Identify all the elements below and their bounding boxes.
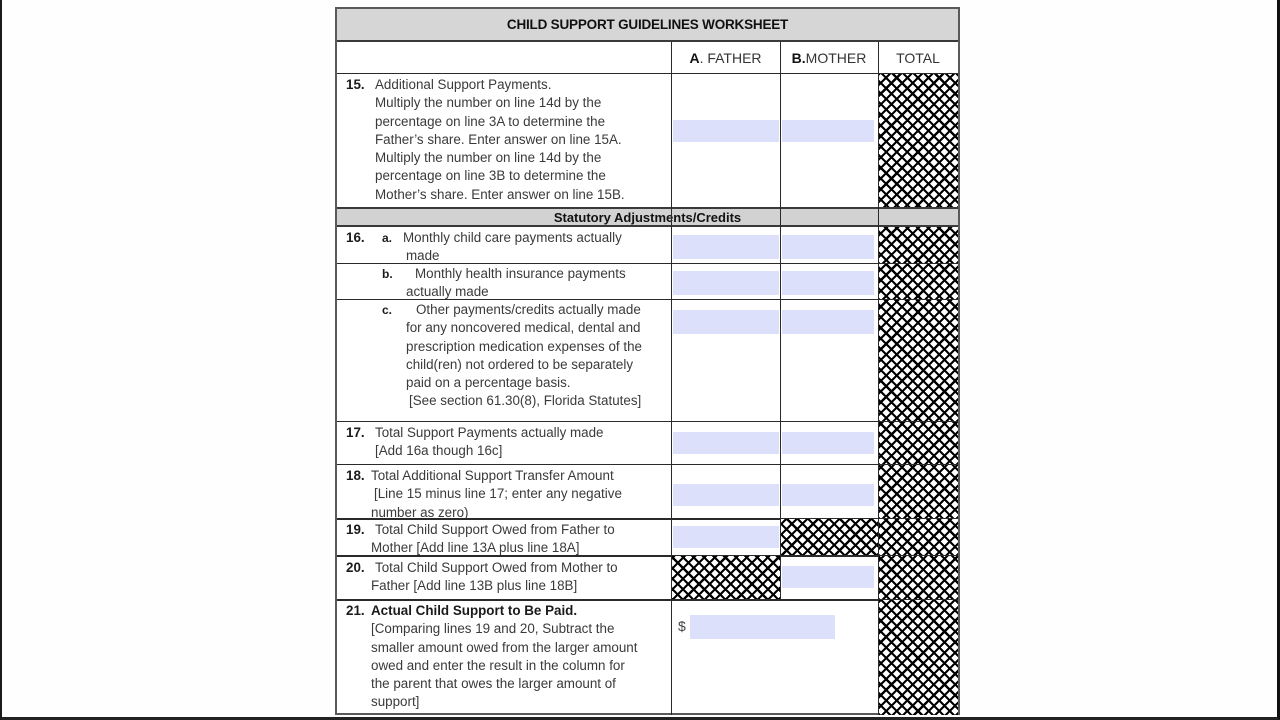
father-prefix: A	[689, 50, 700, 66]
mother-label: MOTHER	[805, 50, 867, 66]
sub-letter: c.	[382, 303, 393, 317]
line-19-label	[346, 519, 671, 558]
line-18-father-input[interactable]	[673, 484, 779, 506]
line-20-label	[346, 557, 671, 596]
line-16b-mother-input[interactable]	[782, 271, 874, 295]
total-hatched-cell	[878, 227, 958, 264]
mother-prefix: B.	[791, 50, 806, 66]
total-hatched-cell	[878, 74, 958, 209]
line-15a-father-input[interactable]	[673, 120, 779, 142]
line-number: 16.	[346, 230, 365, 245]
line-20-text: Father [Add line 13B plus line 18B]	[371, 578, 578, 594]
line-21-text: [Comparing lines 19 and 20, Subtract the	[371, 621, 615, 637]
line-16c-label	[346, 299, 671, 411]
line-17-text: Total Support Payments actually made	[375, 425, 604, 440]
line-16a-father-input[interactable]	[673, 235, 779, 259]
column-divider	[878, 42, 879, 715]
line-number: 19.	[346, 522, 365, 537]
total-hatched-cell	[878, 600, 958, 715]
line-17-text: [Add 16a though 16c]	[375, 443, 503, 459]
line-16c-text: Other payments/credits actually made	[416, 302, 641, 317]
line-15-text: percentage on line 3A to determine the	[375, 113, 606, 129]
currency-symbol: $	[678, 618, 686, 634]
line-number: 15.	[346, 77, 365, 92]
line-18-text: number as zero)	[371, 504, 469, 520]
column-header-father	[671, 42, 780, 74]
line-16c-text: child(ren) not ordered to be separately	[406, 356, 634, 372]
line-16a-text: Monthly child care payments actually	[403, 230, 622, 245]
line-15-title: Additional Support Payments.	[375, 77, 552, 92]
line-18-text: [Line 15 minus line 17; enter any negative	[374, 486, 622, 502]
sub-letter: b.	[382, 267, 393, 281]
line-21-text: support]	[371, 694, 420, 710]
line-21-label	[346, 600, 671, 712]
line-15-text: Multiply the number on line 14d by the	[375, 95, 602, 111]
line-16b-text: Monthly health insurance payments	[415, 266, 626, 281]
line-16c-text: prescription medication expenses of the	[406, 338, 642, 354]
line-17-mother-input[interactable]	[782, 432, 874, 454]
child-support-worksheet	[335, 7, 960, 715]
line-number: 17.	[346, 425, 365, 440]
line-16a-label	[346, 227, 671, 266]
total-hatched-cell	[878, 422, 958, 465]
line-number: 18.	[346, 468, 365, 483]
father-label: . FATHER	[699, 50, 762, 66]
mother-hatched-cell	[780, 519, 878, 556]
line-15-text: Multiply the number on line 14d by the	[375, 150, 602, 166]
line-19-text: Total Child Support Owed from Father to	[375, 522, 615, 537]
line-21-text: the parent that owes the larger amount of	[371, 676, 616, 692]
total-hatched-cell	[878, 465, 958, 519]
line-21-text: smaller amount owed from the larger amount	[371, 639, 638, 655]
line-20-text: Total Child Support Owed from Mother to	[375, 560, 618, 575]
line-16a-text: made	[406, 248, 440, 264]
line-16b-label	[346, 263, 671, 302]
total-hatched-cell	[878, 519, 958, 556]
total-hatched-cell	[878, 300, 958, 422]
line-16a-mother-input[interactable]	[782, 235, 874, 259]
worksheet-title: CHILD SUPPORT GUIDELINES WORKSHEET	[337, 9, 958, 42]
line-17-label	[346, 422, 671, 461]
line-15-text: Mother’s share. Enter answer on line 15B.	[375, 186, 625, 202]
line-number: 21.	[346, 603, 365, 618]
column-divider	[780, 42, 781, 600]
line-number: 20.	[346, 560, 365, 575]
line-16c-text: for any noncovered medical, dental and	[406, 320, 641, 336]
column-divider	[671, 42, 672, 715]
column-header-total: TOTAL	[896, 50, 940, 66]
line-18-mother-input[interactable]	[782, 484, 874, 506]
line-19-text: Mother [Add line 13A plus line 18A]	[371, 540, 580, 556]
line-18-text: Total Additional Support Transfer Amount	[371, 468, 614, 483]
line-16c-mother-input[interactable]	[782, 310, 874, 334]
line-21-text: owed and enter the result in the column for	[371, 657, 625, 673]
line-18-label	[346, 465, 671, 522]
line-15-text: Father’s share. Enter answer on line 15A.	[375, 131, 622, 147]
line-15-label	[346, 74, 671, 204]
section-heading-statutory: Statutory Adjustments/Credits	[337, 207, 958, 227]
sub-letter: a.	[382, 231, 393, 245]
total-hatched-cell	[878, 556, 958, 600]
line-16b-father-input[interactable]	[673, 271, 779, 295]
line-16c-father-input[interactable]	[673, 310, 779, 334]
line-16c-text: paid on a percentage basis.	[406, 375, 571, 391]
father-hatched-cell	[671, 556, 780, 600]
line-19-father-input[interactable]	[673, 526, 779, 548]
line-21-title: Actual Child Support to Be Paid.	[371, 603, 578, 618]
line-15b-mother-input[interactable]	[782, 120, 874, 142]
total-hatched-cell	[878, 264, 958, 300]
line-20-mother-input[interactable]	[782, 566, 874, 588]
column-header-mother	[780, 42, 878, 74]
line-15-text: percentage on line 3B to determine the	[375, 168, 606, 184]
line-16b-text: actually made	[406, 284, 489, 300]
line-21-amount-input[interactable]	[690, 615, 835, 639]
line-17-father-input[interactable]	[673, 432, 779, 454]
line-16c-text: [See section 61.30(8), Florida Statutes]	[409, 393, 642, 409]
